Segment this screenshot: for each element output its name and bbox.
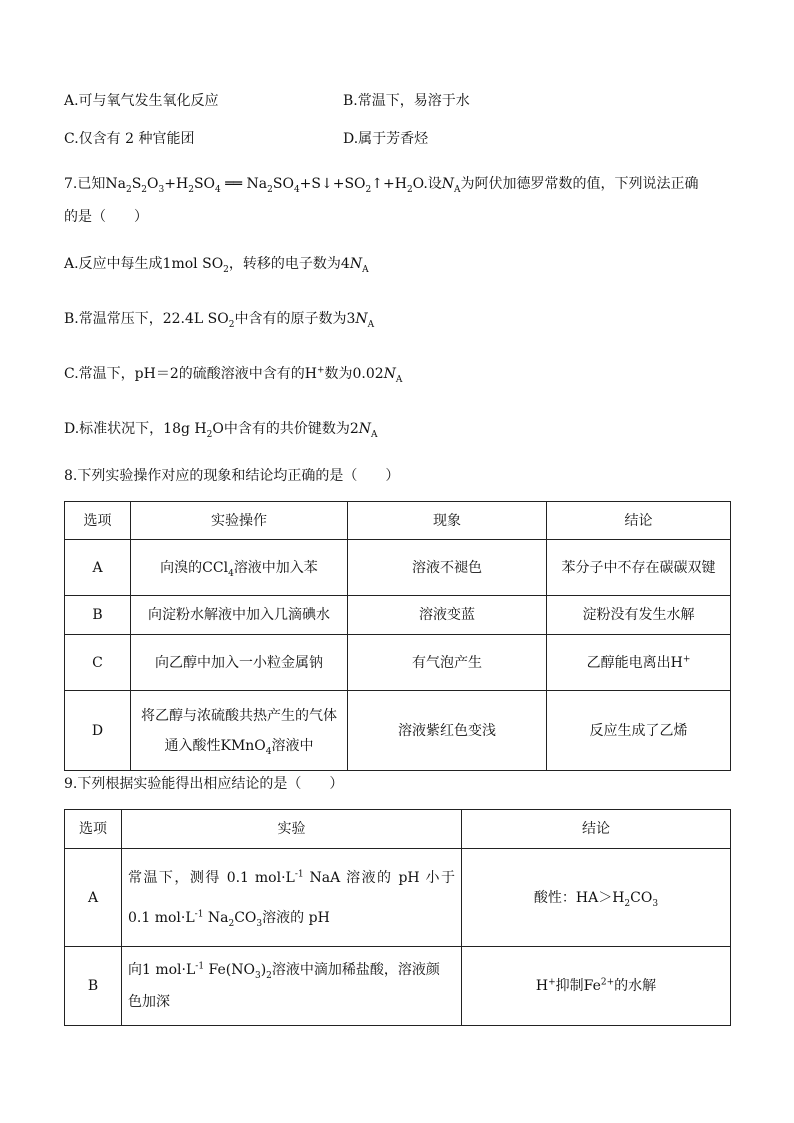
q7-option-c: C.常温下，pH＝2的硫酸溶液中含有的H+数为$0.02N_A$ (64, 365, 403, 385)
table-row (65, 635, 731, 691)
table-header-row (65, 810, 731, 849)
phenomenon-cell: 溶液紫红色变浅 (348, 691, 547, 771)
table-row (65, 947, 731, 1026)
q7-option-b: B.常温常压下，22.4L $SO_2$中含有的原子数为$3N_A$ (64, 311, 375, 330)
experiment-cell: 常温下，测得 0.1 $mol\cdot L^{-1}$ NaA 溶液的 pH 小于 0.1 $mol\cdot L^{-1}$ $Na_2CO_3$溶液的 pH (122, 849, 462, 947)
header-cell: 结论 (462, 810, 731, 849)
q6-option-c: C.仅含有 2 种官能团 (64, 131, 195, 147)
option-cell: D (65, 691, 131, 771)
q9-table (64, 809, 731, 1026)
q7-stem: 7.已知$Na_2S_2O_3+H_2SO_4$ ══ $Na_2SO_4+S↓+SO_2↑+H_2O$.设$N_A$为阿伏加德罗常数的值，下列说法正确 (64, 176, 699, 195)
q6-option-a: A.可与氧气发生氧化反应 (64, 93, 219, 109)
q6-options-row-2 (64, 128, 730, 148)
table-row (65, 596, 731, 635)
header-cell: 现象 (348, 502, 547, 540)
option-cell: A (65, 540, 131, 596)
conclusion-cell: 反应生成了乙烯 (547, 691, 731, 771)
conclusion-cell: 酸性：$HA>H_2CO_3$ (462, 849, 731, 947)
header-cell: 实验 (122, 810, 462, 849)
q7-option-d: D.标准状况下，18g $H_2O$中含有的共价键数为$2N_A$ (64, 421, 378, 440)
q6-option-b: B.常温下，易溶于水 (343, 93, 470, 109)
q7-option-a: A.反应中每生成1mol $SO_2$，转移的电子数为$4N_A$ (64, 256, 369, 275)
operation-cell: 向溴的CCl$_4$溶液中加入苯 (131, 540, 348, 596)
conclusion-cell: 乙醇能电离出H+ (547, 635, 731, 691)
conclusion-cell: 苯分子中不存在碳碳双键 (547, 540, 731, 596)
operation-cell: 将乙醇与浓硫酸共热产生的气体 通入酸性KMnO$_4$溶液中 (131, 691, 348, 771)
equation-arrow: ══ (225, 176, 243, 192)
option-cell: B (65, 596, 131, 635)
phenomenon-cell: 溶液变蓝 (348, 596, 547, 635)
table-row (65, 849, 731, 947)
conclusion-cell: 淀粉没有发生水解 (547, 596, 731, 635)
q9-stem: 9.下列根据实验能得出相应结论的是（ ） (64, 776, 344, 792)
header-cell: 实验操作 (131, 502, 348, 540)
experiment-cell: 向1 $mol\cdot L^{-1}$ $Fe(NO_3)_2$溶液中滴加稀盐酸，溶液颜 色加深 (122, 947, 462, 1026)
header-cell: 选项 (65, 502, 131, 540)
conclusion-cell: H+抑制$Fe^{2+}$的水解 (462, 947, 731, 1026)
q8-table (64, 501, 731, 771)
q7-stem-line2: 的是（ ） (64, 209, 148, 225)
header-cell: 选项 (65, 810, 122, 849)
table-row (65, 540, 731, 596)
q6-option-d: D.属于芳香烃 (343, 131, 429, 147)
phenomenon-cell: 有气泡产生 (348, 635, 547, 691)
option-cell: A (65, 849, 122, 947)
header-cell: 结论 (547, 502, 731, 540)
q6-options-row-1 (64, 90, 730, 110)
table-row (65, 691, 731, 771)
operation-cell: 向乙醇中加入一小粒金属钠 (131, 635, 348, 691)
q8-stem: 8.下列实验操作对应的现象和结论均正确的是（ ） (64, 468, 400, 484)
phenomenon-cell: 溶液不褪色 (348, 540, 547, 596)
option-cell: B (65, 947, 122, 1026)
operation-cell: 向淀粉水解液中加入几滴碘水 (131, 596, 348, 635)
option-cell: C (65, 635, 131, 691)
table-header-row (65, 502, 731, 540)
